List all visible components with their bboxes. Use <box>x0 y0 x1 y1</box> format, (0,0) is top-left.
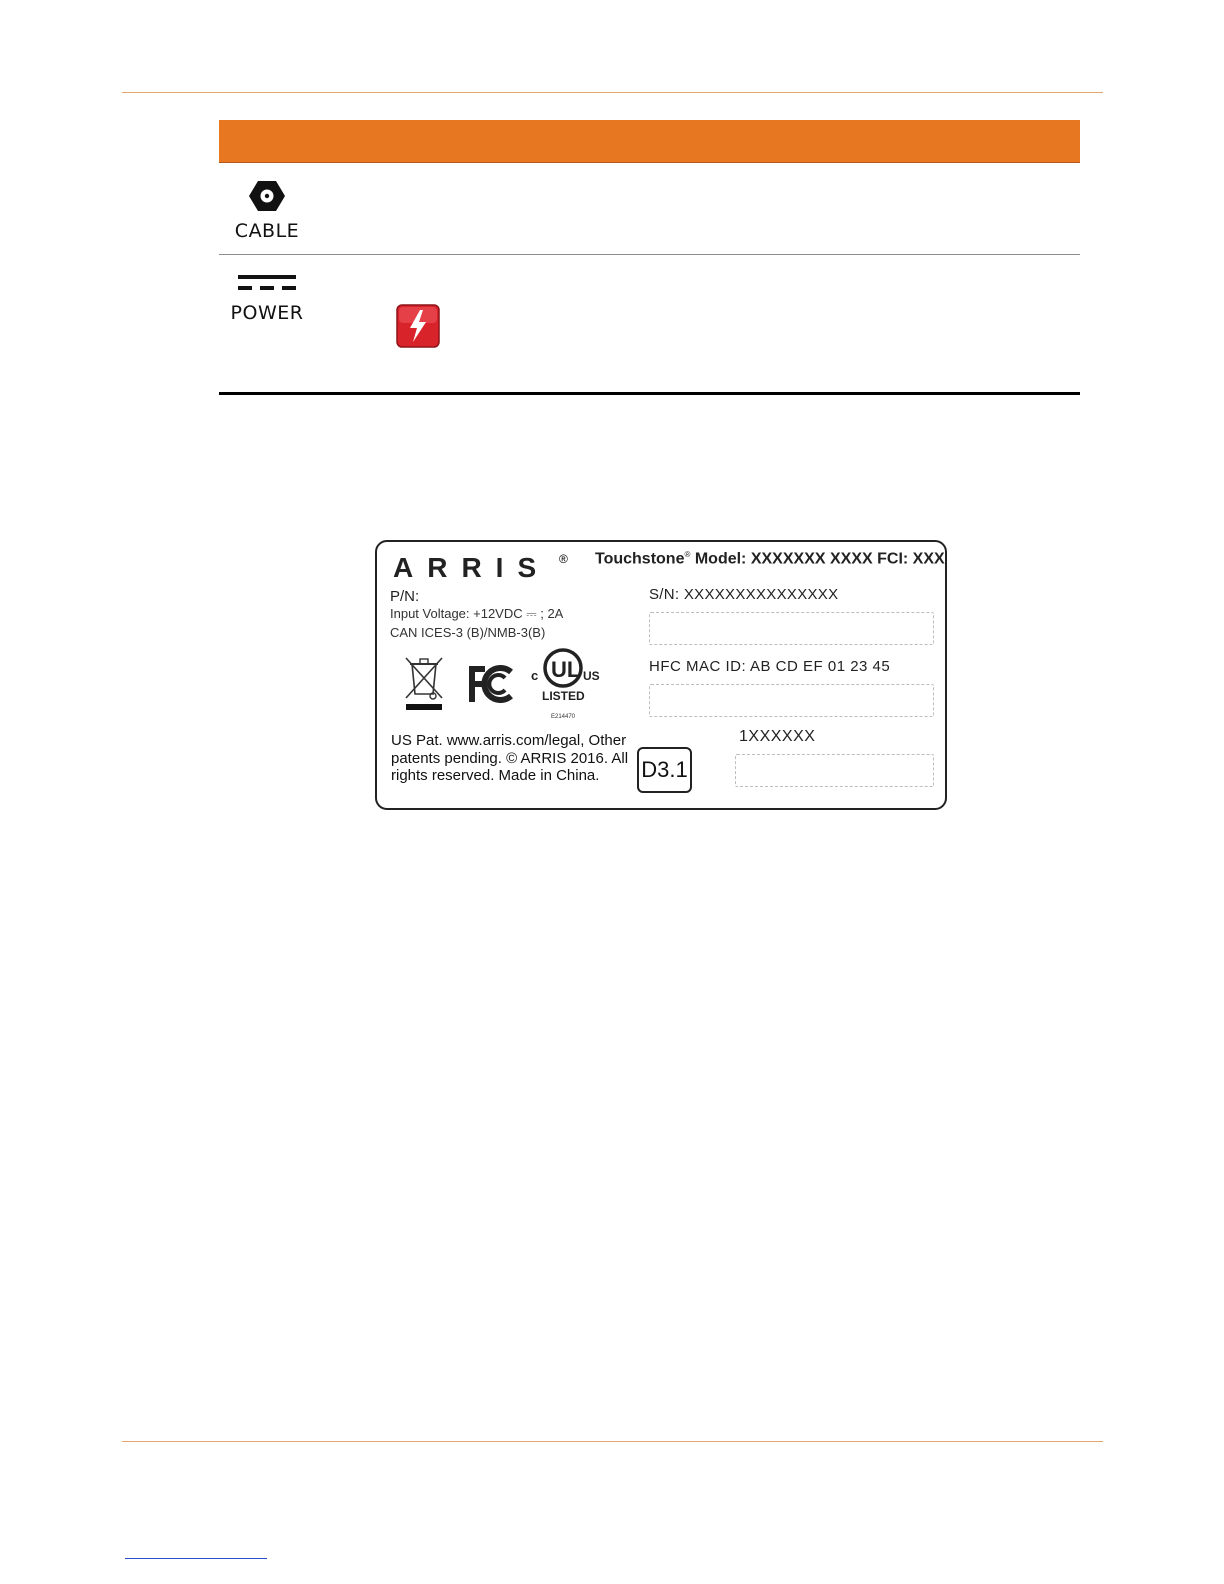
fcc-logo-icon <box>465 662 515 706</box>
footer-link-underline[interactable] <box>125 1558 267 1559</box>
hfc-mac-id: HFC MAC ID: AB CD EF 01 23 45 <box>649 658 891 675</box>
header-rule <box>122 92 1103 93</box>
model-number: Model: XXXXXXX XXXX FCI: XXX <box>690 550 945 568</box>
ices-compliance: CAN ICES-3 (B)/NMB-3(B) <box>390 625 546 640</box>
brand-registered-mark: ® <box>559 552 568 566</box>
table-header <box>219 120 1080 163</box>
part-number: P/N: <box>390 588 420 605</box>
brand-logo: ARRIS <box>393 552 551 583</box>
cable-port-icon-group <box>223 179 311 242</box>
ul-file-number: E214470 <box>551 714 576 720</box>
serial-barcode <box>649 612 934 645</box>
footer-rule <box>122 1441 1103 1442</box>
cable-label: CABLE <box>234 220 300 242</box>
docsis-badge: D3.1 <box>637 747 692 793</box>
model-line <box>595 550 945 568</box>
code-barcode <box>735 754 934 787</box>
input-voltage: Input Voltage: +12VDC ⎓ ; 2A <box>390 606 564 621</box>
table-row-cable <box>219 163 1080 255</box>
product-label <box>375 540 947 810</box>
serial-number: S/N: XXXXXXXXXXXXXXX <box>649 586 839 603</box>
ul-c-mark: c <box>531 668 539 683</box>
svg-text:UL: UL <box>551 657 581 682</box>
ul-us-mark: US <box>583 669 600 683</box>
dc-power-icon <box>236 273 298 295</box>
model-prefix: Touchstone <box>595 550 685 568</box>
electrical-hazard-icon <box>396 304 440 348</box>
port-table <box>219 120 1080 395</box>
power-label: POWER <box>230 302 304 324</box>
model-registered-mark: ® <box>684 550 691 559</box>
table-row-power <box>219 255 1080 395</box>
legal-notice: US Pat. www.arris.com/legal, Other patents pending. © ARRIS 2016. All rights reserved. Made in China. <box>391 732 629 784</box>
coax-connector-icon <box>247 179 287 213</box>
power-port-icon-group <box>223 273 311 324</box>
product-code: 1XXXXXX <box>739 728 816 745</box>
ul-listed-icon <box>527 646 603 722</box>
weee-bin-icon <box>402 654 446 710</box>
ul-listed-text: LISTED <box>542 689 585 703</box>
mac-barcode <box>649 684 934 717</box>
